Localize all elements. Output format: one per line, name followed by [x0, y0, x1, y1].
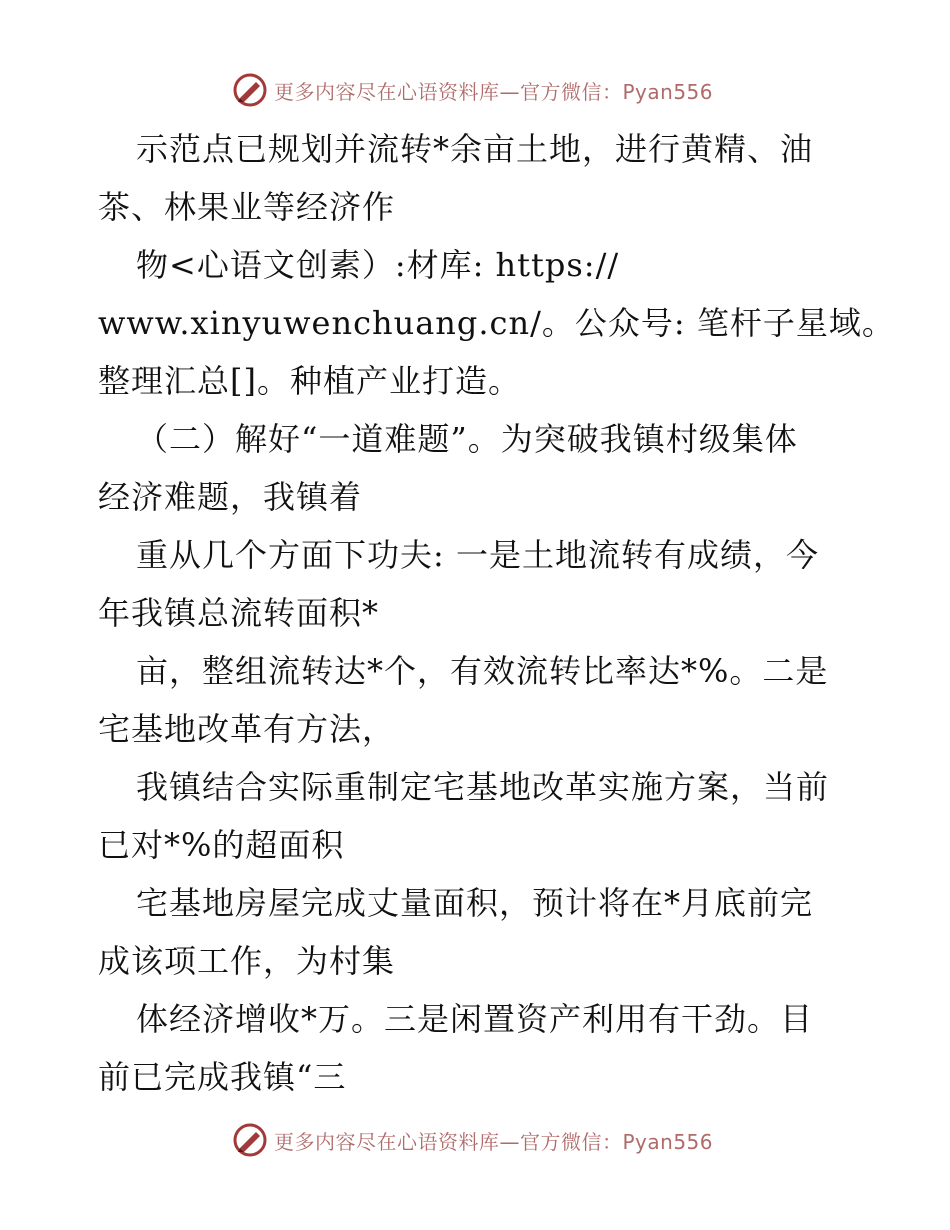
- text-line: 示范点已规划并流转*余亩土地，进行黄精、油: [136, 130, 814, 168]
- text-line: 体经济增收*万。三是闲置资产利用有干劲。目: [136, 1000, 814, 1038]
- text-line: （二）解好“一道难题”。为突破我镇村级集体: [136, 420, 798, 458]
- text-line: 成该项工作，为村集: [98, 942, 396, 980]
- text-line: 我镇结合实际重制定宅基地改革实施方案，当前: [136, 768, 830, 806]
- text-line: 整理汇总[]。种植产业打造。: [98, 362, 521, 400]
- text-line: 物<心语文创素）:材库: https://: [136, 246, 620, 284]
- footer-watermark-text: 更多内容尽在心语资料库—官方微信：Pyan556: [274, 1129, 714, 1154]
- text-line: 前已完成我镇“三: [98, 1058, 347, 1096]
- text-line: 宅基地房屋完成丈量面积，预计将在*月底前完: [136, 884, 814, 922]
- pen-logo-icon: [232, 1122, 268, 1158]
- text-line: 重从几个方面下功夫: 一是土地流转有成绩，今: [136, 536, 819, 574]
- text-line: 茶、林果业等经济作: [98, 188, 396, 226]
- text-line: www.xinyuwenchuang.cn/。公众号: 笔杆子星域。: [98, 304, 895, 342]
- text-line: 经济难题，我镇着: [98, 478, 363, 516]
- footer-watermark-banner: [232, 1120, 713, 1160]
- text-line: 已对*%的超面积: [98, 826, 345, 864]
- pen-logo-icon: [232, 72, 268, 108]
- header-watermark-banner: [232, 70, 713, 110]
- text-line: 亩，整组流转达*个，有效流转比率达*%。二是: [136, 652, 829, 690]
- text-line: 年我镇总流转面积*: [98, 594, 380, 632]
- document-body: [98, 120, 895, 1106]
- header-watermark-text: 更多内容尽在心语资料库—官方微信：Pyan556: [274, 79, 714, 104]
- text-line: 宅基地改革有方法，: [98, 710, 396, 748]
